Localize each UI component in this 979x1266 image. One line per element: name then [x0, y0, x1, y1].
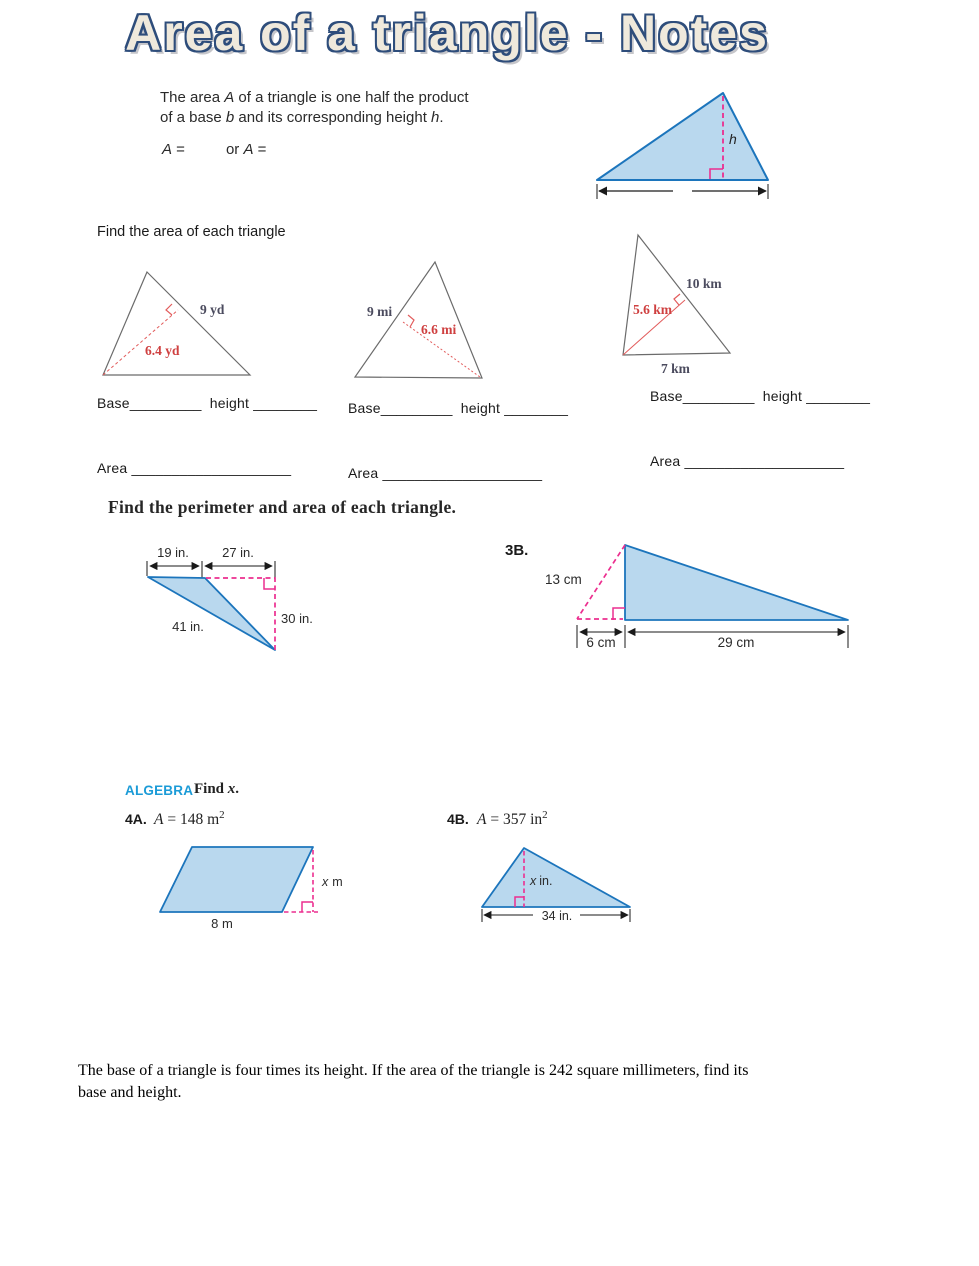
- parallelogram-shape: [160, 847, 313, 912]
- problem-3b-label: 3B.: [505, 542, 529, 559]
- base-height-blank-2: Base_________ height ________: [348, 400, 569, 416]
- figure-3a: [140, 540, 340, 655]
- height-label: 30 in.: [281, 611, 313, 626]
- hypotenuse-label: 41 in.: [172, 619, 204, 634]
- area-blank-3: Area ____________________: [650, 453, 845, 469]
- right-angle-icon: [264, 578, 275, 589]
- section-perimeter-area-heading: Find the perimeter and area of each triangle.: [108, 497, 457, 517]
- right-angle-icon: [166, 304, 172, 315]
- slant-label: 13 cm: [545, 572, 582, 587]
- measure-ticks: [577, 625, 848, 648]
- problem-4a-formula: A = 148 $m^2$: [154, 809, 225, 829]
- side-label: 9 mi: [367, 304, 393, 319]
- segment2-label: 29 cm: [717, 635, 755, 650]
- triangle-shape: [625, 545, 848, 620]
- altitude-label: 6.4 yd: [145, 343, 180, 358]
- segment1-label: 6 cm: [586, 635, 616, 650]
- triangle-shape: [103, 272, 250, 375]
- altitude-label: 5.6 km: [633, 302, 673, 317]
- intro-triangle-figure: [593, 86, 775, 201]
- find-x-heading: Find x.: [194, 781, 240, 797]
- problem-4b-label: 4B.: [447, 811, 469, 827]
- intro-line1: The area A of a triangle is one half the product: [160, 89, 469, 106]
- base-label: 8 m: [211, 916, 233, 931]
- area-blank-2: Area ____________________: [348, 465, 543, 481]
- right-angle-icon: [302, 902, 313, 912]
- right-angle-icon: [674, 294, 680, 305]
- intro-paragraph: [160, 88, 469, 128]
- triangle-shape: [148, 577, 275, 650]
- triangle-shape: [482, 848, 630, 907]
- problem-4b-formula: A = 357 $in^2$: [477, 809, 548, 829]
- triangle2-figure: [345, 255, 495, 390]
- word-problem: The base of a triangle is four times its height. If the area of the triangle is 242 square millimeters, find its base and height.: [78, 1062, 749, 1101]
- base-height-blank-1: Base_________ height ________: [97, 395, 318, 411]
- base-label: 34 in.: [541, 909, 573, 923]
- side-label: 10 km: [686, 276, 722, 291]
- algebra-tag: ALGEBRA: [125, 783, 194, 798]
- segment1-label: 19 in.: [157, 545, 189, 560]
- height-x-label: x m: [322, 875, 343, 889]
- right-angle-icon: [408, 315, 414, 327]
- problem-4a-label: 4A.: [125, 811, 147, 827]
- figure-4a: [150, 840, 365, 935]
- worksheet-title: Area of a triangle - Notes: [125, 5, 769, 61]
- intro-line2: of a base b and its corresponding height h.: [160, 109, 444, 126]
- base-label: 7 km: [661, 361, 690, 376]
- segment2-label: 27 in.: [222, 545, 254, 560]
- area-formula-blanks: A = or A =: [162, 141, 267, 158]
- area-blank-1: Area ____________________: [97, 460, 292, 476]
- height-label: h: [729, 131, 737, 147]
- figure-4b: [465, 840, 650, 935]
- triangle-shape: [597, 93, 768, 180]
- triangle-shape: [623, 235, 730, 355]
- section-find-area-heading: Find the area of each triangle: [97, 224, 286, 240]
- height-x-label: x in.: [530, 874, 553, 888]
- base-height-blank-3: Base_________ height ________: [650, 388, 871, 404]
- triangle1-figure: [95, 258, 270, 383]
- triangle3-figure: [612, 228, 752, 380]
- triangle-shape: [355, 262, 482, 378]
- altitude-label: 6.6 mi: [421, 322, 457, 337]
- figure-3b: [535, 535, 870, 660]
- side-label: 9 yd: [200, 302, 225, 317]
